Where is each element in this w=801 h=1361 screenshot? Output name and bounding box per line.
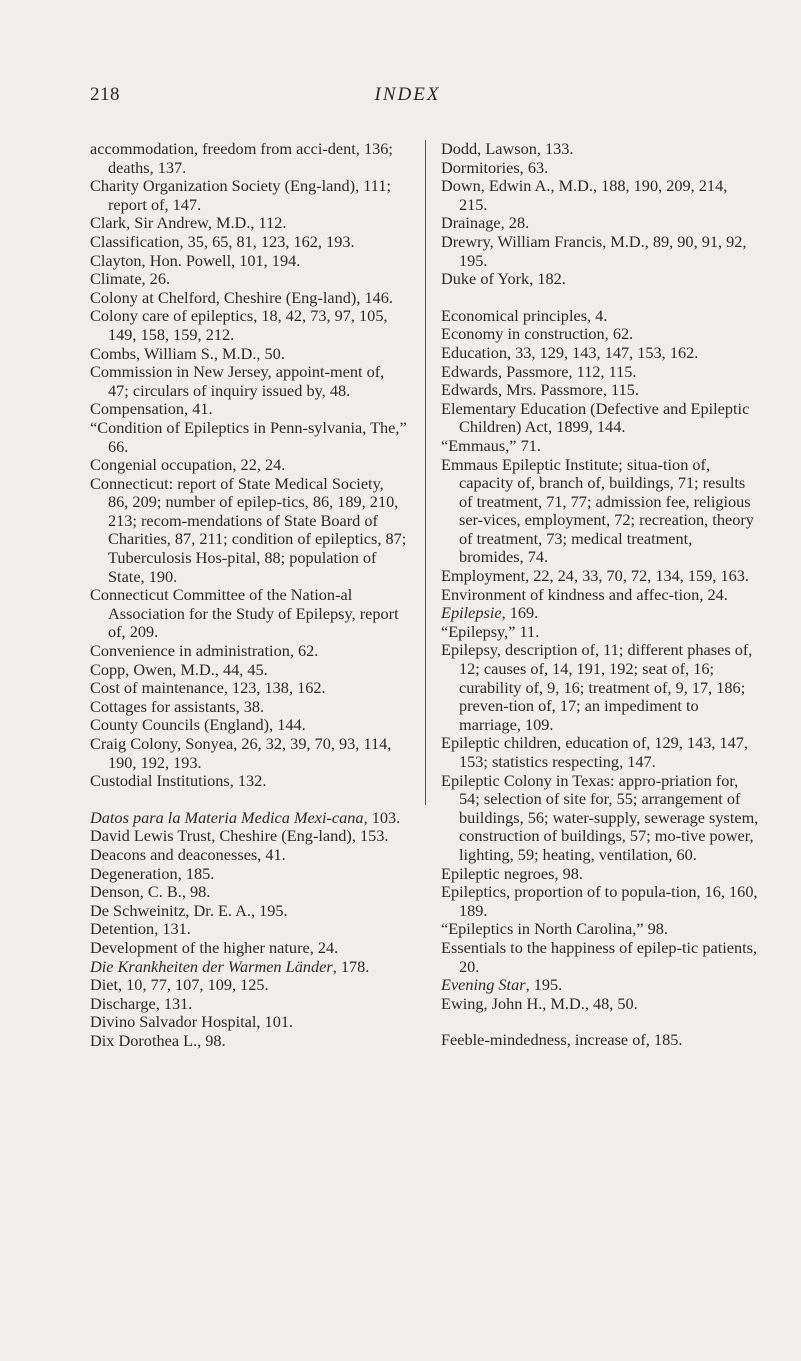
index-entry: County Councils (England), 144. <box>90 715 306 735</box>
index-entry: “Emmaus,” 71. <box>441 435 541 455</box>
index-entry: Copp, Owen, M.D., 44, 45. <box>90 659 268 679</box>
index-entry: Classification, 35, 65, 81, 123, 162, 193. <box>90 231 355 251</box>
index-entry: Degeneration, 185. <box>90 863 215 883</box>
index-entry: Epileptic children, education of, 129, 143, 147, 153; statistics respecting, 147. <box>441 733 749 771</box>
index-entry: Colony care of epileptics, 18, 42, 73, 97, 105, 149, 158, 159, 212. <box>90 306 388 344</box>
index-entry: Development of the higher nature, 24. <box>90 937 339 957</box>
index-entry: Epileptic negroes, 98. <box>441 863 583 883</box>
index-entry: Employment, 22, 24, 33, 70, 72, 134, 159, 163. <box>441 566 749 586</box>
page-number: 218 <box>90 84 120 105</box>
index-entry: Edwards, Mrs. Passmore, 115. <box>441 380 639 400</box>
running-title: INDEX <box>374 84 441 105</box>
index-entry: Craig Colony, Sonyea, 26, 32, 39, 70, 93, 114, 190, 192, 193. <box>90 734 392 772</box>
index-entry: Deacons and deaconesses, 41. <box>90 844 286 864</box>
index-column-left <box>90 140 408 1051</box>
index-entry: Convenience in administration, 62. <box>90 641 319 661</box>
index-entry: Ewing, John H., M.D., 48, 50. <box>441 993 638 1013</box>
index-entry: Environment of kindness and affec-tion, 24. <box>441 584 728 604</box>
index-entry: Down, Edwin A., M.D., 188, 190, 209, 214, 215. <box>441 176 728 214</box>
entry-group-e-continued <box>441 623 759 976</box>
entry-group-c <box>90 140 408 791</box>
index-entry: Denson, C. B., 98. <box>90 882 211 902</box>
index-entry: Cottages for assistants, 38. <box>90 696 265 716</box>
index-entry: Drewry, William Francis, M.D., 89, 90, 91, 92, 195. <box>441 231 747 270</box>
index-entry: Evening Star, 195. <box>441 975 563 995</box>
index-entry: Edwards, Passmore, 112, 115. <box>441 361 637 381</box>
index-entry: Feeble-mindedness, increase of, 185. <box>441 1030 683 1050</box>
entry-group-d-tail <box>90 976 408 1050</box>
index-entry: “Condition of Epileptics in Penn-sylvania, The,” 66. <box>90 417 407 456</box>
index-entry: “Epilepsy,” 11. <box>441 621 540 641</box>
index-entry: Congenial occupation, 22, 24. <box>90 455 286 475</box>
index-entry: Epileptic Colony in Texas: appro-priation for, 54; selection of site for, 55; arrangement of buildings, 56; water-supply, sewerage system, construction of buildings, 57; mo-tive power, lighting, 59; heating, ventilation, 60. <box>441 770 759 864</box>
index-entry: Economical principles, 4. <box>441 305 608 325</box>
index-entry: Essentials to the happiness of epilep-tic patients, 20. <box>441 937 758 976</box>
column-divider <box>425 140 426 805</box>
index-entry: Dix Dorothea L., 98. <box>90 1030 226 1050</box>
index-entry: Clark, Sir Andrew, M.D., 112. <box>90 213 287 233</box>
index-entry: Duke of York, 182. <box>441 269 566 289</box>
index-entry: Climate, 26. <box>90 269 171 289</box>
index-entry: Charity Organization Society (Eng-land), 111; report of, 147. <box>90 176 391 214</box>
index-entry: Dormitories, 63. <box>441 157 549 177</box>
index-column-right <box>441 140 759 1050</box>
index-entry: Commission in New Jersey, appoint-ment of, 47; circulars of inquiry issued by, 48. <box>90 362 385 400</box>
index-entry: Economy in construction, 62. <box>441 324 634 344</box>
index-entry: Epileptics, proportion of to popula-tion, 16, 160, 189. <box>441 882 758 920</box>
index-entry: Die Krankheiten der Warmen Länder, 178. <box>90 956 370 976</box>
entry-group-d <box>90 827 408 957</box>
index-entry: Dodd, Lawson, 133. <box>441 139 574 158</box>
index-entry: Connecticut: report of State Medical Society, 86, 209; number of epilep-tics, 86, 189, 210, 213; recom-mendations of State Board of Charities, 87, 211; condition of epileptics, 87; Tuberculosis Hos-pital, 88; population of State, 190. <box>90 473 407 586</box>
index-entry: Discharge, 131. <box>90 993 193 1013</box>
index-entry: Drainage, 28. <box>441 213 530 233</box>
entry-group-f <box>441 1031 759 1050</box>
index-entry: Emmaus Epileptic Institute; situa-tion of, capacity of, branch of, buildings, 71; results of treatment, 71, 77; admission fee, religious ser-vices, employment, 72; recreation, theory of treatment, 73; medical treatment, bromides, 74. <box>441 454 754 567</box>
entry-group-d-continued <box>441 140 759 289</box>
index-entry: “Epileptics in North Carolina,” 98. <box>441 919 668 939</box>
index-entry: Divino Salvador Hospital, 101. <box>90 1012 294 1032</box>
index-entry: Combs, William S., M.D., 50. <box>90 343 285 363</box>
index-entry: Compensation, 41. <box>90 399 213 419</box>
index-entry: Detention, 131. <box>90 919 191 939</box>
index-entry: Connecticut Committee of the Nation-al Association for the Study of Epilepsy, report of, 209. <box>90 585 399 642</box>
index-entry: Elementary Education (Defective and Epileptic Children) Act, 1899, 144. <box>441 398 750 437</box>
entry-group-e-tail <box>441 995 759 1014</box>
index-entry: Custodial Institutions, 132. <box>90 771 267 791</box>
index-entry: Cost of maintenance, 123, 138, 162. <box>90 678 326 698</box>
index-entry: De Schweinitz, Dr. E. A., 195. <box>90 900 288 920</box>
index-entry: Clayton, Hon. Powell, 101, 194. <box>90 250 301 270</box>
index-entry: Epilepsy, description of, 11; different phases of, 12; causes of, 14, 191, 192; seat of, 16; curability of, 9, 16; treatment of, 9, 17, 186; preven-tion of, 17; an impediment to marriage, 109. <box>441 640 753 734</box>
entry-group-e <box>441 307 759 605</box>
page-header <box>90 84 725 110</box>
index-entry: Education, 33, 129, 143, 147, 153, 162. <box>441 342 699 362</box>
index-entry: accommodation, freedom from acci-dent, 136; deaths, 137. <box>90 139 393 177</box>
index-entry: Epilepsie, 169. <box>441 603 539 623</box>
index-entry: David Lewis Trust, Cheshire (Eng-land), 153. <box>90 826 389 846</box>
index-entry: Diet, 10, 77, 107, 109, 125. <box>90 975 269 995</box>
index-entry: Colony at Chelford, Cheshire (Eng-land), 146. <box>90 287 393 307</box>
index-entry: Datos para la Materia Medica Mexi-cana, 103. <box>90 807 401 827</box>
